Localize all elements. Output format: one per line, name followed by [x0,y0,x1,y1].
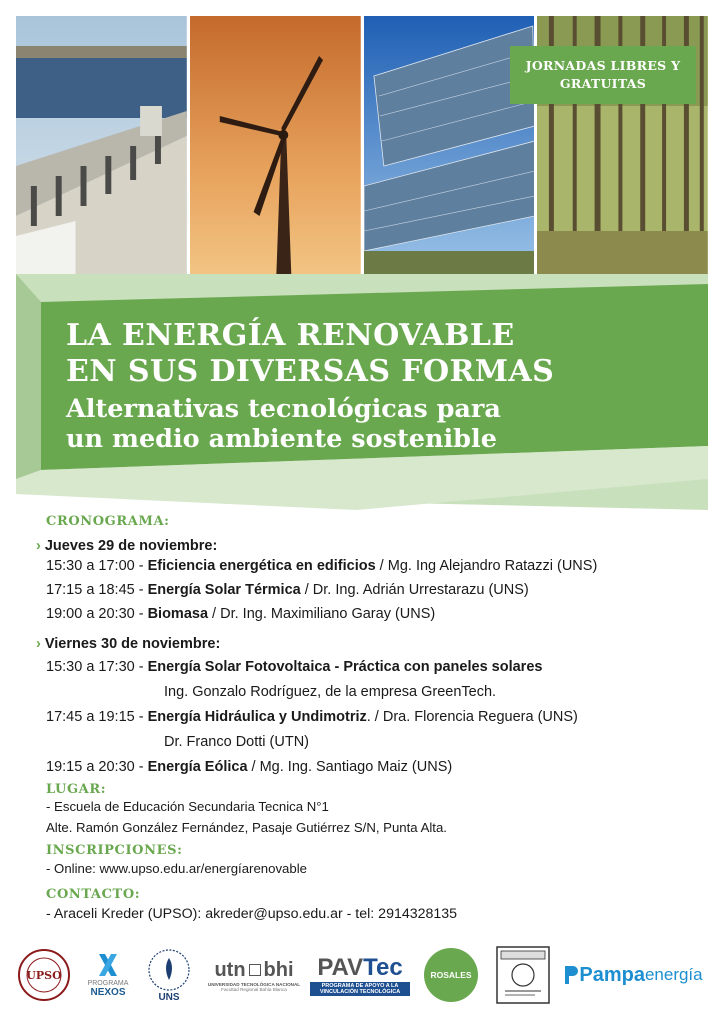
session-speaker-continued: Ing. Gonzalo Rodríguez, de la empresa GreenTech. [164,684,497,700]
wind-turbine-photo [190,16,361,274]
uns-logo [140,940,198,1010]
pampa-text: Pampa [579,963,645,986]
utn-bhi-logo [202,940,306,1010]
cronograma-heading: CRONOGRAMA: [46,514,170,529]
session-topic: Energía Solar Térmica [147,582,301,598]
rosales-circle [424,948,478,1002]
session-row [46,582,529,598]
main-title-line-2: EN SUS DIVERSAS FORMAS [66,354,555,389]
session-time: 17:45 a 19:15 - [46,709,148,725]
title-block [66,318,686,454]
pavtec-text-b: Tec [363,954,403,981]
session-row [46,759,452,775]
session-speaker: / Mg. Ing. Santiago Maiz (UNS) [247,759,453,775]
rosales-text: ROSALES [430,970,472,980]
school-crest-logo [490,940,556,1010]
session-speaker: / Mg. Ing Alejandro Ratazzi (UNS) [375,558,598,574]
utn-text: utn [214,958,246,981]
nexos-logo [80,940,136,1010]
subtitle-line-2: un medio ambiente sostenible [66,424,497,454]
session-time: 19:00 a 20:30 - [46,606,148,622]
lugar-line-2: Alte. Ramón González Fernández, Pasaje Gutiérrez S/N, Punta Alta. [46,820,447,835]
session-topic: Eficiencia energética en edificios [147,558,376,574]
session-speaker-continued: Dr. Franco Dotti (UTN) [164,734,310,750]
uns-seal-icon [147,948,191,992]
lugar-heading: LUGAR: [46,782,107,797]
inscripciones-line: - Online: www.upso.edu.ar/energíarenovable [46,861,307,876]
session-topic: Energía Eólica [147,759,248,775]
badge-line-2: GRATUITAS [559,76,647,91]
badge-line-1: JORNADAS LIBRES Y [525,58,681,73]
upso-seal-text: UPSO [26,969,62,982]
rosales-logo [420,940,482,1010]
utn-grid-icon [249,964,261,976]
day-label: Jueves 29 de noviembre: [44,538,218,554]
pampa-energia-logo [558,940,708,1010]
subtitle-line-1: Alternativas tecnológicas para [66,394,501,424]
session-topic: Energía Hidráulica y Undimotriz [147,709,367,725]
chevron-right-icon: › [36,538,41,554]
dam-photo [16,16,187,274]
lugar-line-1: - Escuela de Educación Secundaria Tecnica N°1 [46,799,329,814]
nexos-top-text: PROGRAMA [87,980,129,987]
utn-subtitle-2: Facultad Regional Bahía Blanca [221,986,287,992]
utn-subtitle-1: UNIVERSIDAD TECNOLÓGICA NACIONAL [207,981,301,987]
nexos-bottom-text: NEXOS [90,987,126,998]
pavtec-logo [308,940,412,1010]
main-title-line-1: LA ENERGÍA RENOVABLE [66,318,515,353]
pampa-mark-icon [563,964,579,986]
session-time: 19:15 a 20:30 - [46,759,148,775]
day-friday [36,636,220,652]
bhi-text: bhi [263,958,294,981]
contacto-line: - Araceli Kreder (UPSO): akreder@upso.edu.ar - tel: 2914328135 [46,906,458,922]
pavtec-subtitle-1: PROGRAMA DE APOYO A LA [321,983,399,989]
contacto-heading: CONTACTO: [46,887,141,902]
solar-panels-photo [364,16,535,274]
session-topic: Biomasa [147,606,209,622]
session-speaker: . / Dra. Florencia Reguera (UNS) [366,709,578,725]
uns-text: UNS [158,991,180,1003]
school-crest-icon [495,945,551,1005]
session-time: 15:30 a 17:00 - [46,558,148,574]
session-time: 17:15 a 18:45 - [46,582,148,598]
session-speaker: / Dr. Ing. Maximiliano Garay (UNS) [208,606,436,622]
chevron-right-icon: › [36,636,41,652]
session-row [46,558,597,574]
day-thursday [36,538,217,554]
session-row [46,659,542,675]
upso-seal-icon [17,948,71,1002]
session-row [46,606,435,622]
pavtec-subtitle-2: VINCULACIÓN TECNOLÓGICA [319,989,401,995]
session-row [46,709,578,725]
sponsor-logos [10,940,714,1010]
session-topic: Energía Solar Fotovoltaica - Práctica con paneles solares [147,659,543,675]
upso-logo [12,940,76,1010]
pavtec-subtitle-bar [310,982,410,996]
session-time: 15:30 a 17:30 - [46,659,148,675]
energia-text: energía [644,965,703,984]
nexos-x-icon [97,952,119,978]
day-label: Viernes 30 de noviembre: [44,636,221,652]
session-speaker: / Dr. Ing. Adrián Urrestarazu (UNS) [300,582,529,598]
free-sessions-badge [510,46,696,104]
pavtec-text-a: PAV [317,954,364,981]
inscripciones-heading: INSCRIPCIONES: [46,843,183,858]
